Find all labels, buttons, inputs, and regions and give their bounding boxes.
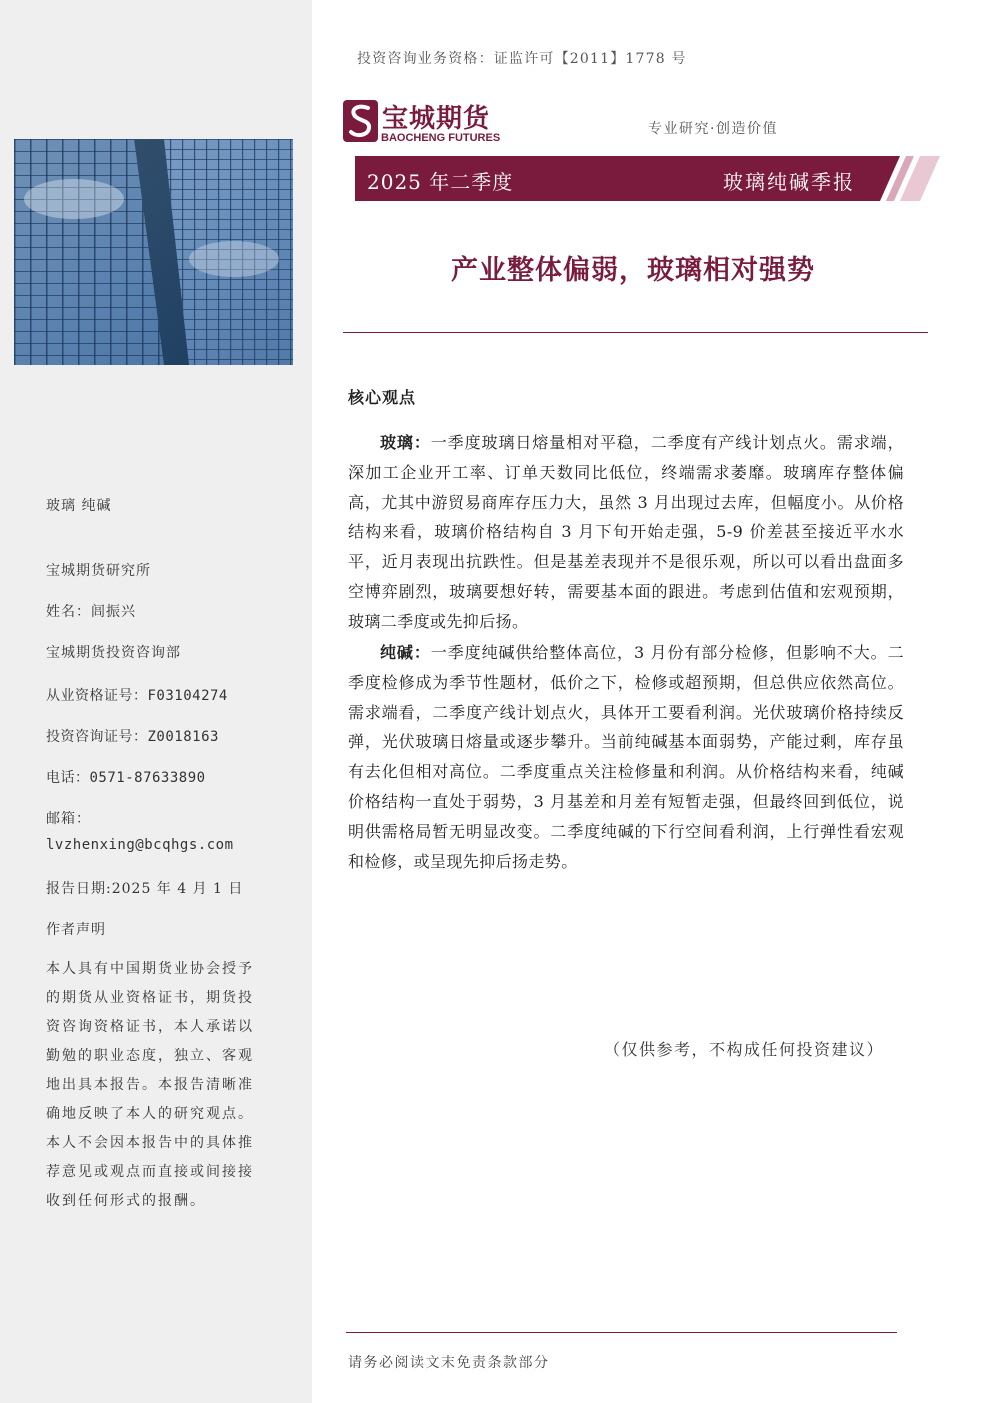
logo-chinese: 宝城期货	[382, 104, 491, 134]
footer-divider	[346, 1332, 897, 1333]
phone: 电话：0571-87633890	[46, 770, 206, 786]
glass-paragraph	[348, 428, 904, 637]
license-line: 投资咨询业务资格：证监许可【2011】1778 号	[357, 51, 687, 67]
tagline: 专业研究·创造价值	[648, 121, 778, 137]
department: 宝城期货投资咨询部	[46, 645, 181, 661]
report-banner	[355, 156, 940, 201]
glass-label: 玻璃：	[380, 433, 431, 452]
author-statement: 本人具有中国期货业协会授予的期货从业资格证书，期货投资咨询资格证书，本人承诺以勤勉的职业态度，独立、客观地出具本报告。本报告清晰准确地反映了本人的研究观点。本人不会因本报告中的具体推荐意见或观点而直接或间接接收到任何形式的报酬。	[46, 961, 254, 1209]
practice-cert: 从业资格证号：F03104274	[46, 688, 228, 704]
soda-text: 一季度纯碱供给整体高位，3 月份有部分检修，但影响不大。二季度检修成为季节性题材，低价之下，检修或超预期，但总供应依然高位。需求端看，二季度产线计划点火，具体开工要看利润。光伏玻璃价格持续反弹，光伏玻璃日熔量或逐步攀升。当前纯碱基本面弱势，产能过剩，库存虽有去化但相对高位。二季度重点关注检修量和利润。从价格结构来看，纯碱价格结构一直处于弱势，3 月基差和月差有短暂走强，但最终回到低位，说明供需格局暂无明显改变。二季度纯碱的下行空间看利润，上行弹性看宏观和检修，或呈现先抑后扬走势。	[348, 643, 904, 871]
footer-note: 请务必阅读文末免责条款部分	[348, 1355, 550, 1371]
advisory-cert: 投资咨询证号：Z0018163	[46, 729, 219, 745]
glass-text: 一季度玻璃日熔量相对平稳，二季度有产线计划点火。需求端，深加工企业开工率、订单天数同比低位，终端需求萎靡。玻璃库存整体偏高，尤其中游贸易商库存压力大，虽然 3 月出现过去库，但幅度小。从价格结构来看，玻璃价格结构自 3 月下旬开始走强，5-9 价差甚至接近平水水平，近月表现出抗跌性。但是基差表现并不是很乐观，所以可以看出盘面多空博弈剧烈，玻璃要想好转，需要基本面的跟进。考虑到估值和宏观预期，玻璃二季度或先抑后扬。	[348, 433, 905, 631]
report-period: 2025 年二季度	[367, 170, 514, 194]
institute: 宝城期货研究所	[46, 563, 151, 579]
divider	[343, 332, 928, 333]
email-link[interactable]: lvzhenxing@bcqhgs.com	[46, 837, 234, 853]
soda-label: 纯碱：	[380, 643, 431, 662]
report-type: 玻璃纯碱季报	[723, 170, 855, 194]
report-date: 报告日期:2025 年 4 月 1 日	[46, 881, 244, 897]
core-views-title: 核心观点	[348, 388, 417, 407]
company-logo	[343, 98, 513, 148]
analyst-name: 姓名：闾振兴	[46, 604, 136, 620]
soda-paragraph	[348, 638, 904, 876]
keywords: 玻璃 纯碱	[46, 498, 112, 514]
logo-english: BAOCHENG FUTURES	[381, 132, 501, 144]
email-label: 邮箱：	[46, 811, 91, 827]
logo-s-icon	[343, 98, 379, 144]
building-photo	[14, 139, 293, 365]
statement-title: 作者声明	[46, 922, 106, 938]
report-headline: 产业整体偏弱，玻璃相对强势	[451, 255, 815, 286]
disclaimer: （仅供参考，不构成任何投资建议）	[604, 1040, 885, 1059]
sidebar	[0, 0, 312, 1403]
